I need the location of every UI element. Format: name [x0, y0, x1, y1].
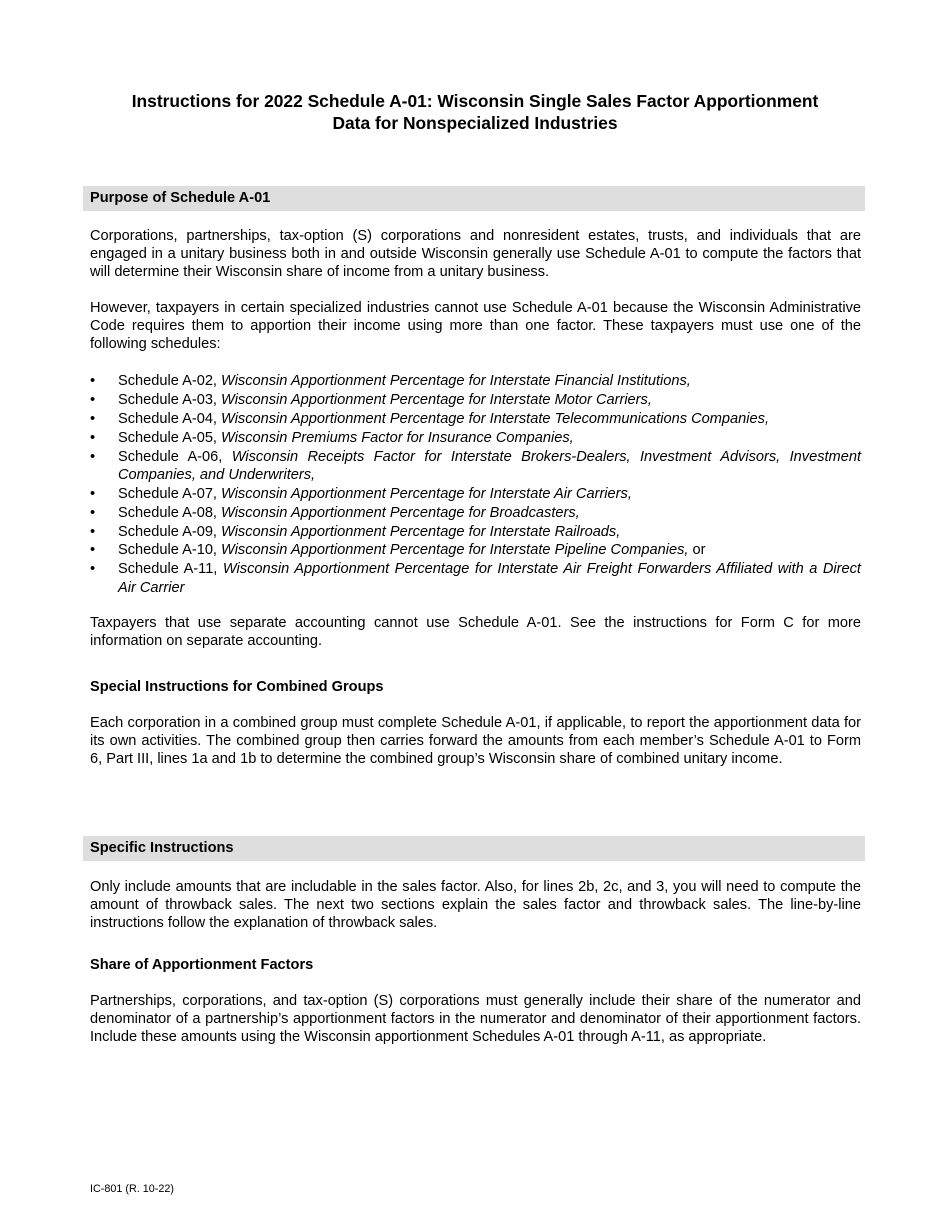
schedule-list-item	[90, 391, 861, 409]
schedule-code: Schedule A-07,	[118, 485, 222, 502]
schedule-title: Wisconsin Apportionment Percentage for Interstate Motor Carriers,	[221, 391, 652, 408]
schedule-code: Schedule A-08,	[118, 504, 222, 521]
schedule-list-item	[90, 485, 861, 503]
bullet-icon: •	[90, 504, 96, 521]
schedule-code: Schedule A-06,	[118, 448, 232, 465]
bullet-icon: •	[90, 523, 96, 540]
schedule-code: Schedule A-09,	[118, 523, 222, 540]
share-factors-paragraph: Partnerships, corporations, and tax-option (S) corporations must generally include their share of the numerator and denominator of a partnership’s apportionment factors in the numerator and denominator of their apportionment factors. Include these amounts using the Wisconsin apportionment Schedules A-01 through A-11, as appropriate.	[90, 993, 861, 1046]
share-factors-heading: Share of Apportionment Factors	[90, 957, 314, 973]
page-title-line-2: Data for Nonspecialized Industries	[332, 113, 618, 133]
schedule-code: Schedule A-03,	[118, 391, 222, 408]
bullet-icon: •	[90, 429, 96, 446]
schedule-list-item	[90, 523, 861, 541]
schedule-title: Wisconsin Apportionment Percentage for Interstate Air Freight Forwarders Affiliated with a Direct Air Carrier	[118, 561, 861, 596]
schedule-title: Wisconsin Apportionment Percentage for Broadcasters,	[221, 504, 580, 521]
schedule-list-item	[90, 541, 861, 559]
separate-accounting-paragraph: Taxpayers that use separate accounting cannot use Schedule A-01. See the instructions for Form C for more information on separate accounting.	[90, 615, 861, 650]
schedule-code: Schedule A-02,	[118, 373, 222, 389]
schedule-code: Schedule A-05,	[118, 429, 222, 446]
bullet-icon: •	[90, 448, 96, 465]
bullet-icon: •	[90, 485, 96, 502]
schedule-code: Schedule A-04,	[118, 410, 222, 427]
schedule-title: Wisconsin Apportionment Percentage for Interstate Telecommunications Companies,	[221, 410, 769, 427]
schedule-list	[90, 372, 861, 598]
purpose-paragraph-2: However, taxpayers in certain specialized industries cannot use Schedule A-01 because the Wisconsin Administrative Code requires them to apportion their income using more than one factor. These taxpayers must use one of the following schedules:	[90, 300, 861, 353]
page-title-line-1: Instructions for 2022 Schedule A-01: Wisconsin Single Sales Factor Apportionment	[131, 91, 819, 111]
specific-instructions-paragraph: Only include amounts that are includable in the sales factor. Also, for lines 2b, 2c, and 3, you will need to compute the amount of throwback sales. The next two sections explain the sales factor and throwback sales. The line-by-line instructions follow the explanation of throwback sales.	[90, 879, 861, 932]
bullet-icon: •	[90, 373, 96, 389]
bullet-icon: •	[90, 561, 96, 578]
schedule-suffix: or	[688, 542, 706, 559]
schedule-title: Wisconsin Apportionment Percentage for Interstate Pipeline Companies,	[221, 542, 689, 559]
combined-groups-paragraph: Each corporation in a combined group must complete Schedule A-01, if applicable, to report the apportionment data for its own activities. The combined group then carries forward the amounts from each member’s Schedule A-01 to Form 6, Part III, lines 1a and 1b to determine the combined group’s Wisconsin share of combined unitary income.	[90, 715, 861, 768]
schedule-title: Wisconsin Receipts Factor for Interstate Brokers-Dealers, Investment Advisors, Investment Companies, and Underwriters,	[118, 448, 862, 483]
bullet-icon: •	[90, 410, 96, 427]
schedule-list-item	[90, 429, 861, 447]
purpose-paragraph-1: Corporations, partnerships, tax-option (S) corporations and nonresident estates, trusts, and individuals that are engaged in a unitary business both in and outside Wisconsin generally use Schedule A-01 to compute the factors that will determine their Wisconsin share of income from a unitary business.	[90, 228, 861, 281]
schedule-list-item	[90, 504, 861, 522]
schedule-code: Schedule A-11,	[118, 561, 223, 578]
schedule-code: Schedule A-10,	[118, 542, 222, 559]
schedule-title: Wisconsin Apportionment Percentage for Interstate Financial Institutions,	[221, 373, 691, 389]
schedule-list-item	[90, 448, 861, 485]
schedule-list-item	[90, 410, 861, 428]
combined-groups-heading: Special Instructions for Combined Groups	[90, 679, 384, 695]
section-heading-specific: Specific Instructions	[83, 836, 865, 861]
section-heading-purpose: Purpose of Schedule A-01	[83, 186, 865, 211]
schedule-title: Wisconsin Apportionment Percentage for Interstate Railroads,	[221, 523, 621, 540]
bullet-icon: •	[90, 542, 96, 559]
schedule-list-item	[90, 560, 861, 597]
schedule-title: Wisconsin Apportionment Percentage for Interstate Air Carriers,	[221, 485, 632, 502]
form-number-footer: IC-801 (R. 10-22)	[90, 1183, 175, 1195]
bullet-icon: •	[90, 391, 96, 408]
schedule-list-item	[90, 372, 861, 390]
page-title	[90, 90, 860, 134]
schedule-title: Wisconsin Premiums Factor for Insurance Companies,	[221, 429, 574, 446]
